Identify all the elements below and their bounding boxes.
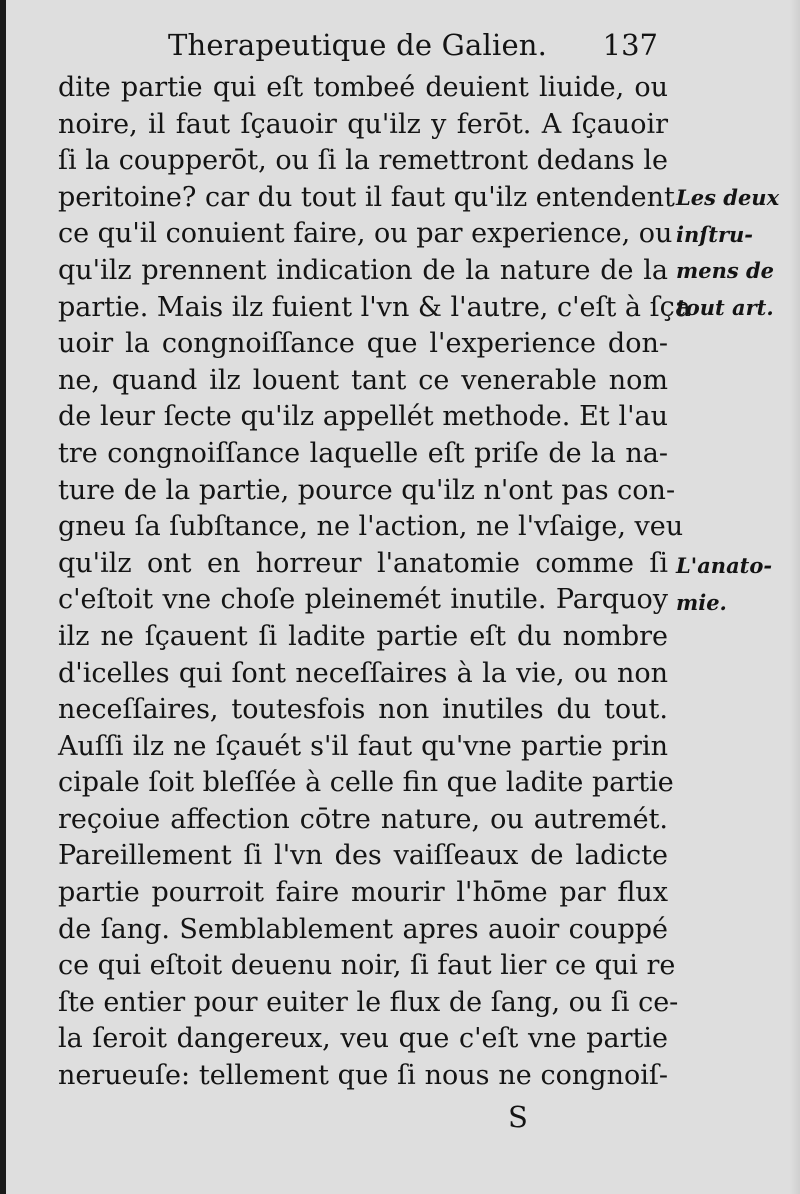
margin-note-line: inſtru- bbox=[676, 221, 754, 247]
text-line: c'eſtoit vne choſe pleinemét inutile. Parquoy bbox=[58, 584, 668, 616]
text-line: noire, il faut ſçauoir qu'ilz y ferōt. A ſçauoir bbox=[58, 108, 668, 140]
text-line: uoir la congnoiſſance que l'experience don- bbox=[58, 328, 668, 360]
text-line: ne, quand ilz louent tant ce venerable nom bbox=[58, 364, 668, 396]
text-line: cipale ſoit bleſſée à celle fin que ladite partie bbox=[58, 767, 674, 799]
text-line: partie. Mais ilz fuient l'vn & l'autre, c'eſt à ſça bbox=[58, 291, 691, 323]
running-title: Therapeutique de Galien. bbox=[168, 28, 548, 62]
text-line: ce qui eſtoit deuenu noir, ſi faut lier ce qui re bbox=[58, 950, 676, 982]
text-line: peritoine? car du tout il faut qu'ilz entendent bbox=[58, 181, 675, 213]
text-line: qu'ilz ont en horreur l'anatomie comme ſi bbox=[58, 547, 668, 579]
margin-note-line: Les deux bbox=[676, 185, 780, 210]
text-line: dite partie qui eſt tombeé deuient liuide, ou bbox=[58, 72, 668, 103]
text-line: ture de la partie, pource qu'ilz n'ont pas con- bbox=[58, 474, 676, 506]
signature-mark: S bbox=[508, 1100, 528, 1134]
margin-note-anatomy bbox=[676, 548, 794, 621]
text-line: gneu ſa ſubſtance, ne l'action, ne l'vſaige, veu bbox=[58, 511, 684, 543]
text-line: partie pourroit faire mourir l'hōme par flux bbox=[58, 877, 668, 909]
margin-note-line: mens de bbox=[676, 258, 775, 284]
text-line: neceſſaires, toutesfois non inutiles du tout. bbox=[58, 694, 668, 726]
text-line: nerueuſe: tellement que ſi nous ne congnoiſ- bbox=[58, 1060, 668, 1092]
text-line: tre congnoiſſance laquelle eſt priſe de la na- bbox=[58, 437, 668, 469]
margin-note-instruments bbox=[676, 180, 794, 326]
page-number: 137 bbox=[602, 28, 658, 62]
text-line: reçoiue affection cōtre nature, ou autremét. bbox=[58, 803, 668, 835]
body-text bbox=[58, 70, 691, 1095]
margin-note-line: mie. bbox=[676, 589, 727, 615]
text-line: ſi la coupperōt, ou ſi la remettront dedans le bbox=[58, 145, 668, 177]
text-line: de leur ſecte qu'ilz appellét methode. Et l'au bbox=[58, 401, 668, 433]
text-line: ce qu'il conuient faire, ou par experience, ou bbox=[58, 218, 673, 250]
text-line: de ſang. Semblablement apres auoir couppé bbox=[58, 913, 668, 945]
margin-note-line: L'anato- bbox=[676, 553, 773, 578]
page-header bbox=[58, 28, 658, 68]
text-line: Pareillement ſi l'vn des vaiſſeaux de ladicte bbox=[58, 840, 668, 872]
text-line: qu'ilz prennent indication de la nature de la bbox=[58, 254, 668, 286]
text-line: ilz ne ſçauent ſi ladite partie eſt du nombre bbox=[58, 620, 668, 652]
text-line: Auſſi ilz ne ſçauét s'il faut qu'vne partie prin bbox=[58, 730, 668, 762]
text-line: la ſeroit dangereux, veu que c'eſt vne partie bbox=[58, 1023, 668, 1055]
text-line: ſte entier pour euiter le flux de ſang, ou ſi ce- bbox=[58, 986, 679, 1018]
text-line: d'icelles qui ſont neceſſaires à la vie, ou non bbox=[58, 657, 668, 689]
margin-note-line: tout art. bbox=[676, 294, 774, 320]
